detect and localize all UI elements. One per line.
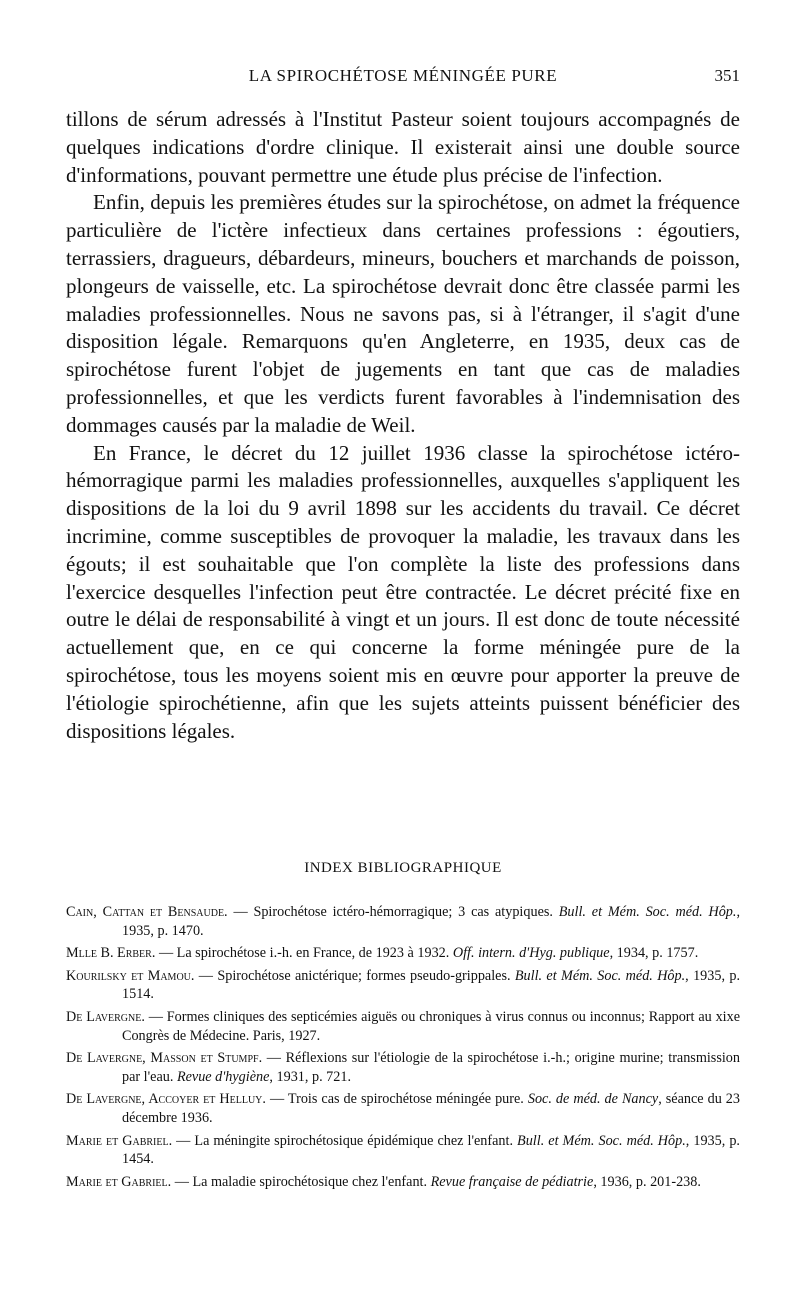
- page-number: 351: [714, 66, 740, 85]
- index-title: INDEX BIBLIOGRAPHIQUE: [304, 860, 502, 876]
- reference-item: [66, 944, 740, 963]
- reference-authors: Mlle B. Erber.: [66, 945, 156, 962]
- reference-authors: Marie et Gabriel.: [66, 1132, 173, 1149]
- reference-text: — La spirochétose i.-h. en France, de 1923 à 1932.: [155, 945, 453, 962]
- reference-details: , 1931, p. 721.: [269, 1068, 351, 1085]
- reference-details: , 1934, p. 1757.: [609, 945, 699, 962]
- reference-details: , séance du 23 décembre 1936.: [122, 1091, 740, 1126]
- running-head: [66, 66, 740, 88]
- reference-text: — La méningite spirochétosique épidémique chez l'enfant.: [172, 1132, 518, 1149]
- reference-journal: Revue d'hygiène: [176, 1068, 270, 1085]
- paragraph-professions: Enfin, depuis les premières études sur la spirochétose, on admet la fréquence particulière de l'ictère infectieux dans certaines professions : égoutiers, terrassiers, dragueurs, débardeurs, mineurs, bouchers et marchands de poisson, plongeurs de vaisselle, etc. La spirochétose devrait donc être classée parmi les maladies professionnelles. Nous ne savons pas, si à l'étranger, il s'agit d'une disposition légale. Remarquons qu'en Angleterre, en 1935, deux cas de spirochétose furent l'objet de jugements en tant que cas de maladies professionnelles, et que les verdicts furent favorables à l'indemnisation des dommages causés par la maladie de Weil.: [66, 190, 740, 437]
- reference-journal: Bull. et Mém. Soc. méd. Hôp.: [517, 1132, 686, 1149]
- reference-item: [66, 1049, 740, 1086]
- reference-text: — Formes cliniques des septicémies aiguës ou chroniques à virus connus ou inconnus; Rapport au xixe Congrès de Médecine. Paris, 1927.: [122, 1008, 740, 1044]
- reference-text: — La maladie spirochétosique chez l'enfant.: [171, 1173, 431, 1190]
- reference-text: — Réflexions sur l'étiologie de la spirochétose i.-h.; origine murine; transmission par l'eau.: [122, 1050, 740, 1085]
- reference-journal: Revue française de pédiatrie: [430, 1173, 594, 1190]
- reference-item: [66, 903, 740, 940]
- reference-details: , 1935, p. 1470.: [122, 904, 740, 939]
- reference-authors: De Lavergne, Accoyer et Helluy.: [66, 1091, 266, 1108]
- reference-item: [66, 1132, 740, 1169]
- reference-authors: De Lavergne, Masson et Stumpf.: [66, 1050, 263, 1067]
- reference-journal: Soc. de méd. de Nancy: [527, 1091, 659, 1108]
- reference-item: [66, 967, 740, 1004]
- reference-text: — Spirochétose ictéro-hémorragique; 3 cas atypiques.: [227, 904, 559, 920]
- reference-item: [66, 1173, 740, 1192]
- reference-details: , 1935, p. 1514.: [122, 967, 740, 1003]
- reference-text: — Trois cas de spirochétose méningée pure.: [265, 1091, 528, 1108]
- reference-authors: Kourilsky et Mamou.: [66, 967, 195, 984]
- reference-details: , 1936, p. 201-238.: [593, 1173, 701, 1190]
- reference-authors: Marie et Gabriel.: [66, 1173, 172, 1190]
- body-text: [66, 106, 740, 745]
- reference-details: , 1935, p. 1454.: [122, 1132, 740, 1168]
- reference-journal: Bull. et Mém. Soc. méd. Hôp.: [558, 904, 737, 920]
- reference-item: [66, 1090, 740, 1127]
- reference-journal: Off. intern. d'Hyg. publique: [452, 945, 610, 962]
- paragraph-continuation: tillons de sérum adressés à l'Institut Pasteur soient toujours accompagnés de quelques indications d'ordre clinique. Il existerait ainsi une double source d'informations, pouvant permettre une étude plus précise de l'infection.: [66, 107, 740, 187]
- paragraph-france-decree: En France, le décret du 12 juillet 1936 classe la spirochétose ictéro-hémorragique parmi les maladies professionnelles, auxquelles s'appliquent les dispositions de la loi du 9 avril 1898 sur les accidents du travail. Ce décret incrimine, comme susceptibles de provoquer la maladie, les travaux dans les égouts; il est souhaitable que l'on complète la liste des professions dans l'exercice desquelles l'infection peut être contractée. Le décret précité fixe en outre le délai de responsabilité à vingt et un jours. Il est donc de toute nécessité actuellement que, en ce qui concerne la forme méningée pure de la spirochétose, tous les moyens soient mis en œuvre pour apporter la preuve de l'étiologie spirochétienne, afin que les sujets atteints puissent bénéficier des dispositions légales.: [66, 440, 740, 743]
- reference-authors: De Lavergne.: [66, 1008, 145, 1025]
- running-title: LA SPIROCHÉTOSE MÉNINGÉE PURE: [248, 66, 558, 85]
- reference-item: [66, 1008, 740, 1045]
- reference-list: [66, 903, 740, 1195]
- reference-journal: Bull. et Mém. Soc. méd. Hôp.: [514, 967, 686, 984]
- reference-text: — Spirochétose anictérique; formes pseudo-grippales.: [194, 967, 515, 984]
- reference-authors: Cain, Cattan et Bensaude.: [66, 904, 228, 920]
